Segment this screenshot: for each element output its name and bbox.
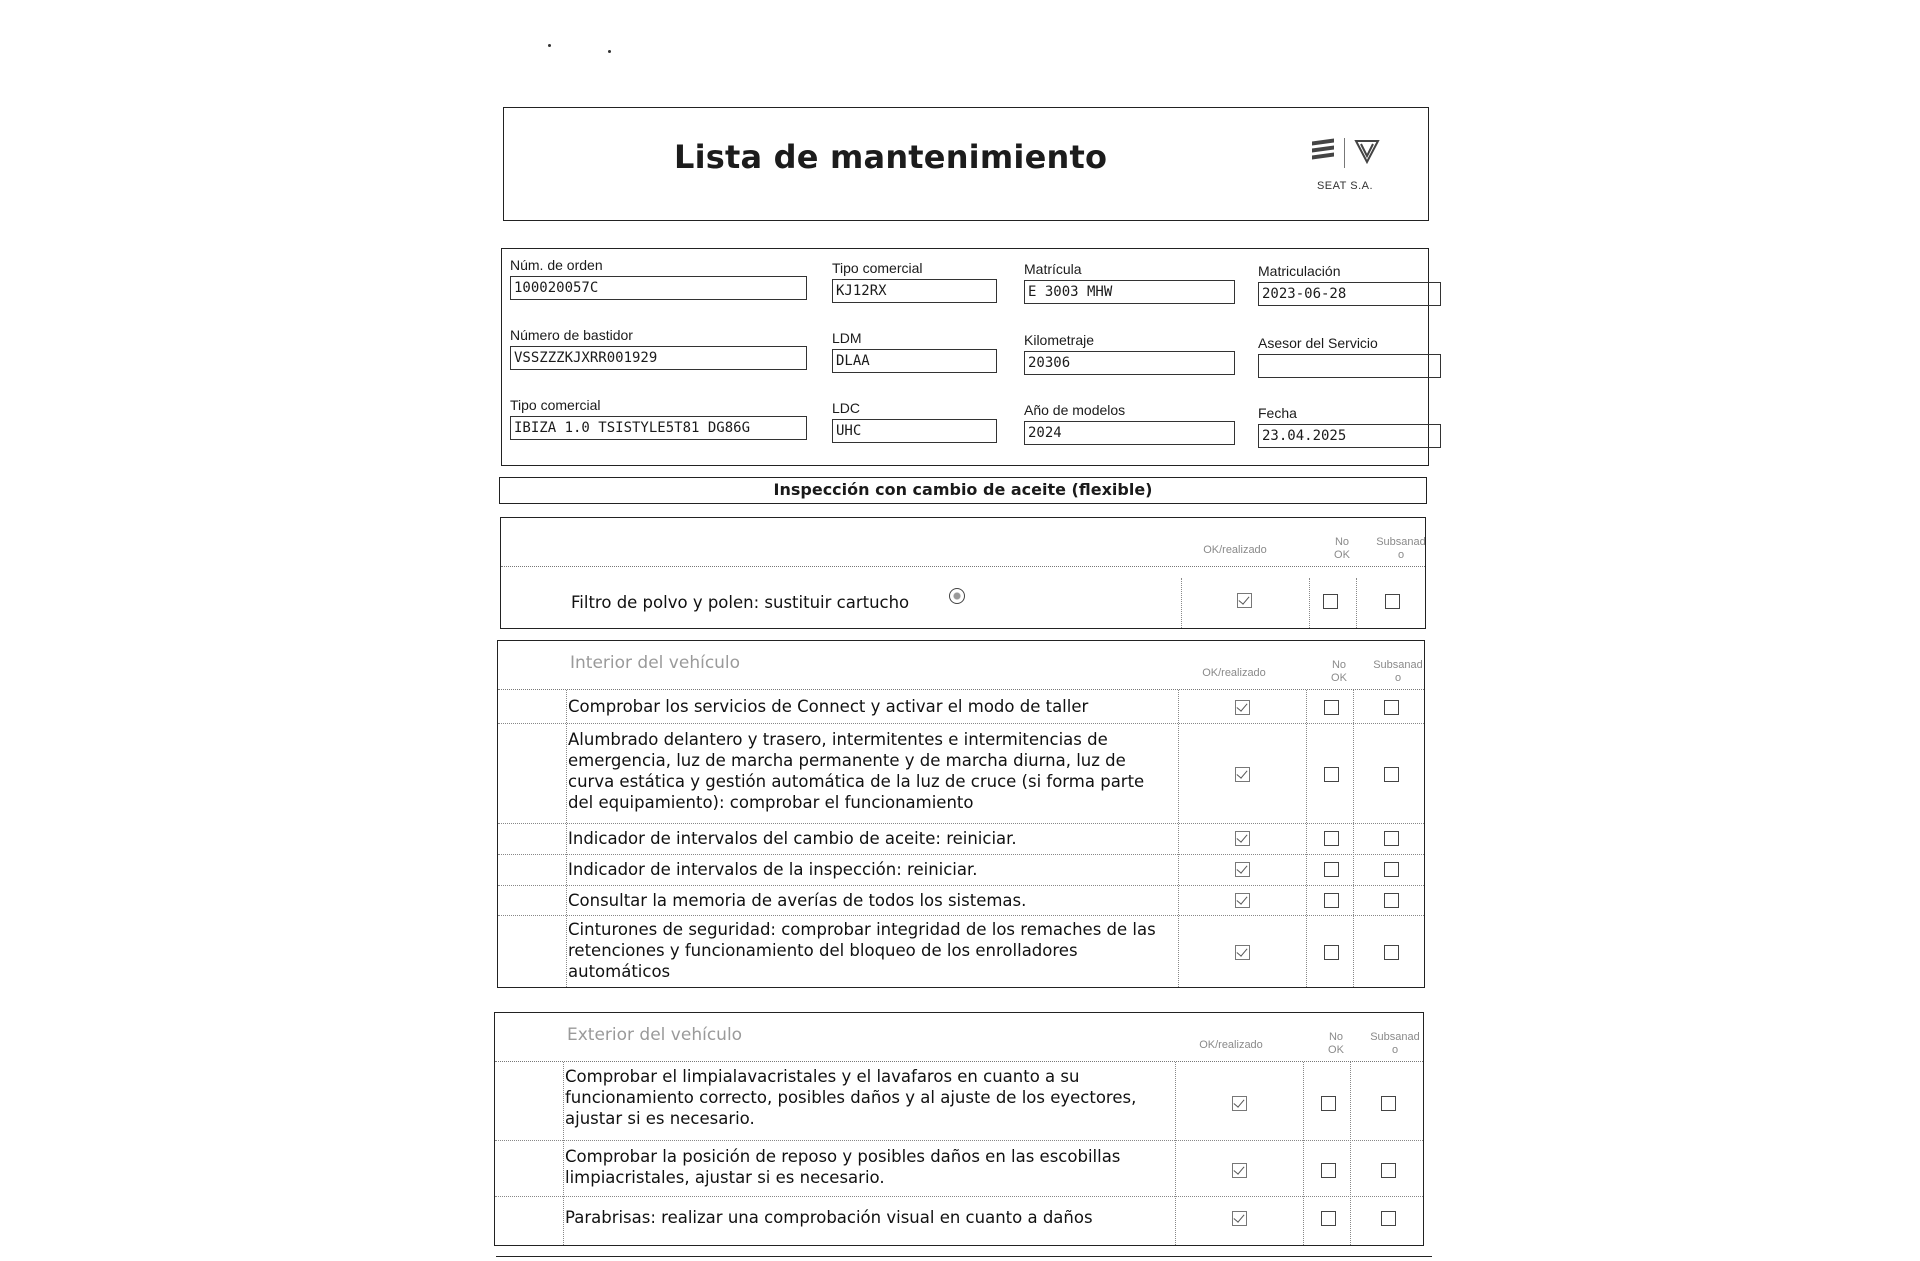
checklist-table-exterior: [494, 1012, 1424, 1246]
field-label: Matrícula: [1024, 261, 1082, 277]
field-value: E 3003 MHW: [1024, 280, 1235, 304]
field-value: 2024: [1024, 421, 1235, 445]
checklist-item-text: Filtro de polvo y polen: sustituir cartucho: [571, 593, 910, 612]
not-ok-checkbox[interactable]: [1324, 945, 1339, 960]
ok-checkbox[interactable]: [1232, 1096, 1247, 1111]
ok-checkbox[interactable]: [1235, 862, 1250, 877]
document-title: Lista de mantenimiento: [674, 138, 1108, 176]
cupra-logo-icon: [1354, 138, 1380, 164]
ok-checkbox[interactable]: [1235, 945, 1250, 960]
section-title: Inspección con cambio de aceite (flexible): [499, 477, 1427, 504]
checklist-row: [501, 578, 1425, 628]
not-ok-checkbox[interactable]: [1324, 700, 1339, 715]
field-label: Tipo comercial: [510, 397, 601, 413]
field-value: DLAA: [832, 349, 997, 373]
next-table-edge: [496, 1256, 1432, 1261]
note-icon: [949, 588, 965, 604]
not-ok-checkbox[interactable]: [1323, 594, 1338, 609]
field-value: 20306: [1024, 351, 1235, 375]
checklist-item-text: Comprobar el limpialavacristales y el lavafaros en cuanto a su funcionamiento correcto, posibles daños y al ajuste de los eyectores, ajustar si es necesario.: [565, 1067, 1137, 1128]
field-commercial-type: [510, 397, 807, 440]
field-label: Tipo comercial: [832, 260, 923, 276]
field-label: Número de bastidor: [510, 327, 633, 343]
fixed-checkbox[interactable]: [1381, 1211, 1396, 1226]
table-title: Exterior del vehículo: [567, 1025, 743, 1045]
field-label: Núm. de orden: [510, 257, 603, 273]
not-ok-checkbox[interactable]: [1324, 862, 1339, 877]
not-ok-checkbox[interactable]: [1324, 831, 1339, 846]
field-value: IBIZA 1.0 TSISTYLE5T81 DG86G: [510, 416, 807, 440]
fixed-checkbox[interactable]: [1384, 767, 1399, 782]
field-value: 100020057C: [510, 276, 807, 300]
field-plate: [1024, 261, 1235, 304]
column-ok-header: OK/realizado: [1199, 1039, 1263, 1051]
column-fixed-header: Subsanad o: [1370, 1031, 1420, 1056]
checklist-table-filters: [500, 517, 1426, 629]
header-divider: [501, 566, 1425, 567]
field-value: 2023-06-28: [1258, 282, 1441, 306]
ok-checkbox[interactable]: [1232, 1163, 1247, 1178]
fixed-checkbox[interactable]: [1381, 1163, 1396, 1178]
not-ok-checkbox[interactable]: [1324, 893, 1339, 908]
vehicle-info-panel: [501, 248, 1429, 466]
column-ok-header: OK/realizado: [1203, 544, 1267, 556]
fixed-checkbox[interactable]: [1384, 893, 1399, 908]
field-chassis-number: [510, 327, 807, 370]
ok-checkbox[interactable]: [1235, 831, 1250, 846]
ok-checkbox[interactable]: [1235, 893, 1250, 908]
field-value: [1258, 354, 1441, 378]
column-ok-header: OK/realizado: [1202, 667, 1266, 679]
checklist-item-text: Cinturones de seguridad: comprobar integridad de los remaches de las retenciones y funcionamiento del bloqueo de los enrolladores automáticos: [568, 920, 1156, 981]
fixed-checkbox[interactable]: [1381, 1096, 1396, 1111]
field-value: KJ12RX: [832, 279, 997, 303]
checklist-row: [498, 823, 1424, 855]
fixed-checkbox[interactable]: [1385, 594, 1400, 609]
field-label: LDM: [832, 330, 862, 346]
field-value: UHC: [832, 419, 997, 443]
logo-caption: SEAT S.A.: [1316, 180, 1374, 192]
field-ldc: [832, 400, 997, 443]
ok-checkbox[interactable]: [1237, 593, 1252, 608]
fixed-checkbox[interactable]: [1384, 700, 1399, 715]
seat-logo-icon: [1312, 140, 1334, 162]
checklist-row: [495, 1062, 1423, 1141]
field-ldm: [832, 330, 997, 373]
checklist-item-text: Alumbrado delantero y trasero, intermitentes e intermitencias de emergencia, luz de marcha permanente y de marcha diurna, luz de curva estática y gestión automática de la luz de cruce (si forma parte del equipamiento): comprobar el funcionamiento: [568, 730, 1145, 812]
not-ok-checkbox[interactable]: [1321, 1163, 1336, 1178]
ok-checkbox[interactable]: [1232, 1211, 1247, 1226]
not-ok-checkbox[interactable]: [1324, 767, 1339, 782]
field-label: LDC: [832, 400, 861, 416]
checklist-row: [495, 1196, 1423, 1245]
field-label: Fecha: [1258, 405, 1297, 421]
document-header: [503, 107, 1429, 221]
checklist-row: [498, 885, 1424, 916]
checklist-item-text: Comprobar la posición de reposo y posibles daños en las escobillas limpiacristales, ajustar si es necesario.: [565, 1147, 1121, 1187]
checklist-item-text: Indicador de intervalos de la inspección: reiniciar.: [568, 860, 978, 879]
column-fixed-header: Subsanad o: [1373, 659, 1423, 684]
field-label: Año de modelos: [1024, 402, 1126, 418]
column-not-ok-header: No OK: [1331, 659, 1347, 684]
checklist-item-text: Comprobar los servicios de Connect y activar el modo de taller: [568, 697, 1089, 716]
ok-checkbox[interactable]: [1235, 700, 1250, 715]
field-mileage: [1024, 332, 1235, 375]
not-ok-checkbox[interactable]: [1321, 1211, 1336, 1226]
fixed-checkbox[interactable]: [1384, 862, 1399, 877]
checklist-row: [495, 1140, 1423, 1197]
checklist-row: [498, 854, 1424, 886]
field-order-number: [510, 257, 807, 300]
field-label: Asesor del Servicio: [1258, 335, 1378, 351]
field-date: [1258, 405, 1441, 448]
field-registration: [1258, 263, 1441, 306]
field-commercial-type-code: [832, 260, 997, 303]
not-ok-checkbox[interactable]: [1321, 1096, 1336, 1111]
checklist-item-text: Indicador de intervalos del cambio de aceite: reiniciar.: [568, 829, 1017, 848]
table-title: Interior del vehículo: [570, 653, 741, 673]
column-not-ok-header: No OK: [1334, 536, 1350, 561]
field-label: Kilometraje: [1024, 332, 1095, 348]
field-value: VSSZZZKJXRR001929: [510, 346, 807, 370]
scan-speck: [608, 50, 611, 53]
checklist-row: [498, 915, 1424, 987]
fixed-checkbox[interactable]: [1384, 831, 1399, 846]
column-fixed-header: Subsanad o: [1376, 536, 1426, 561]
field-service-advisor: [1258, 335, 1441, 378]
checklist-item-text: Consultar la memoria de averías de todos los sistemas.: [568, 891, 1027, 910]
field-value: 23.04.2025: [1258, 424, 1441, 448]
logo-divider: [1344, 138, 1345, 168]
field-label: Matriculación: [1258, 263, 1341, 279]
checklist-row: [498, 723, 1424, 824]
scan-speck: [548, 44, 551, 47]
seat-cupra-logo: [1304, 138, 1394, 198]
checklist-table-interior: [497, 640, 1425, 988]
fixed-checkbox[interactable]: [1384, 945, 1399, 960]
checklist-item-text: Parabrisas: realizar una comprobación visual en cuanto a daños: [565, 1208, 1093, 1227]
checklist-row: [498, 690, 1424, 724]
field-model-year: [1024, 402, 1235, 445]
ok-checkbox[interactable]: [1235, 767, 1250, 782]
column-not-ok-header: No OK: [1328, 1031, 1344, 1056]
